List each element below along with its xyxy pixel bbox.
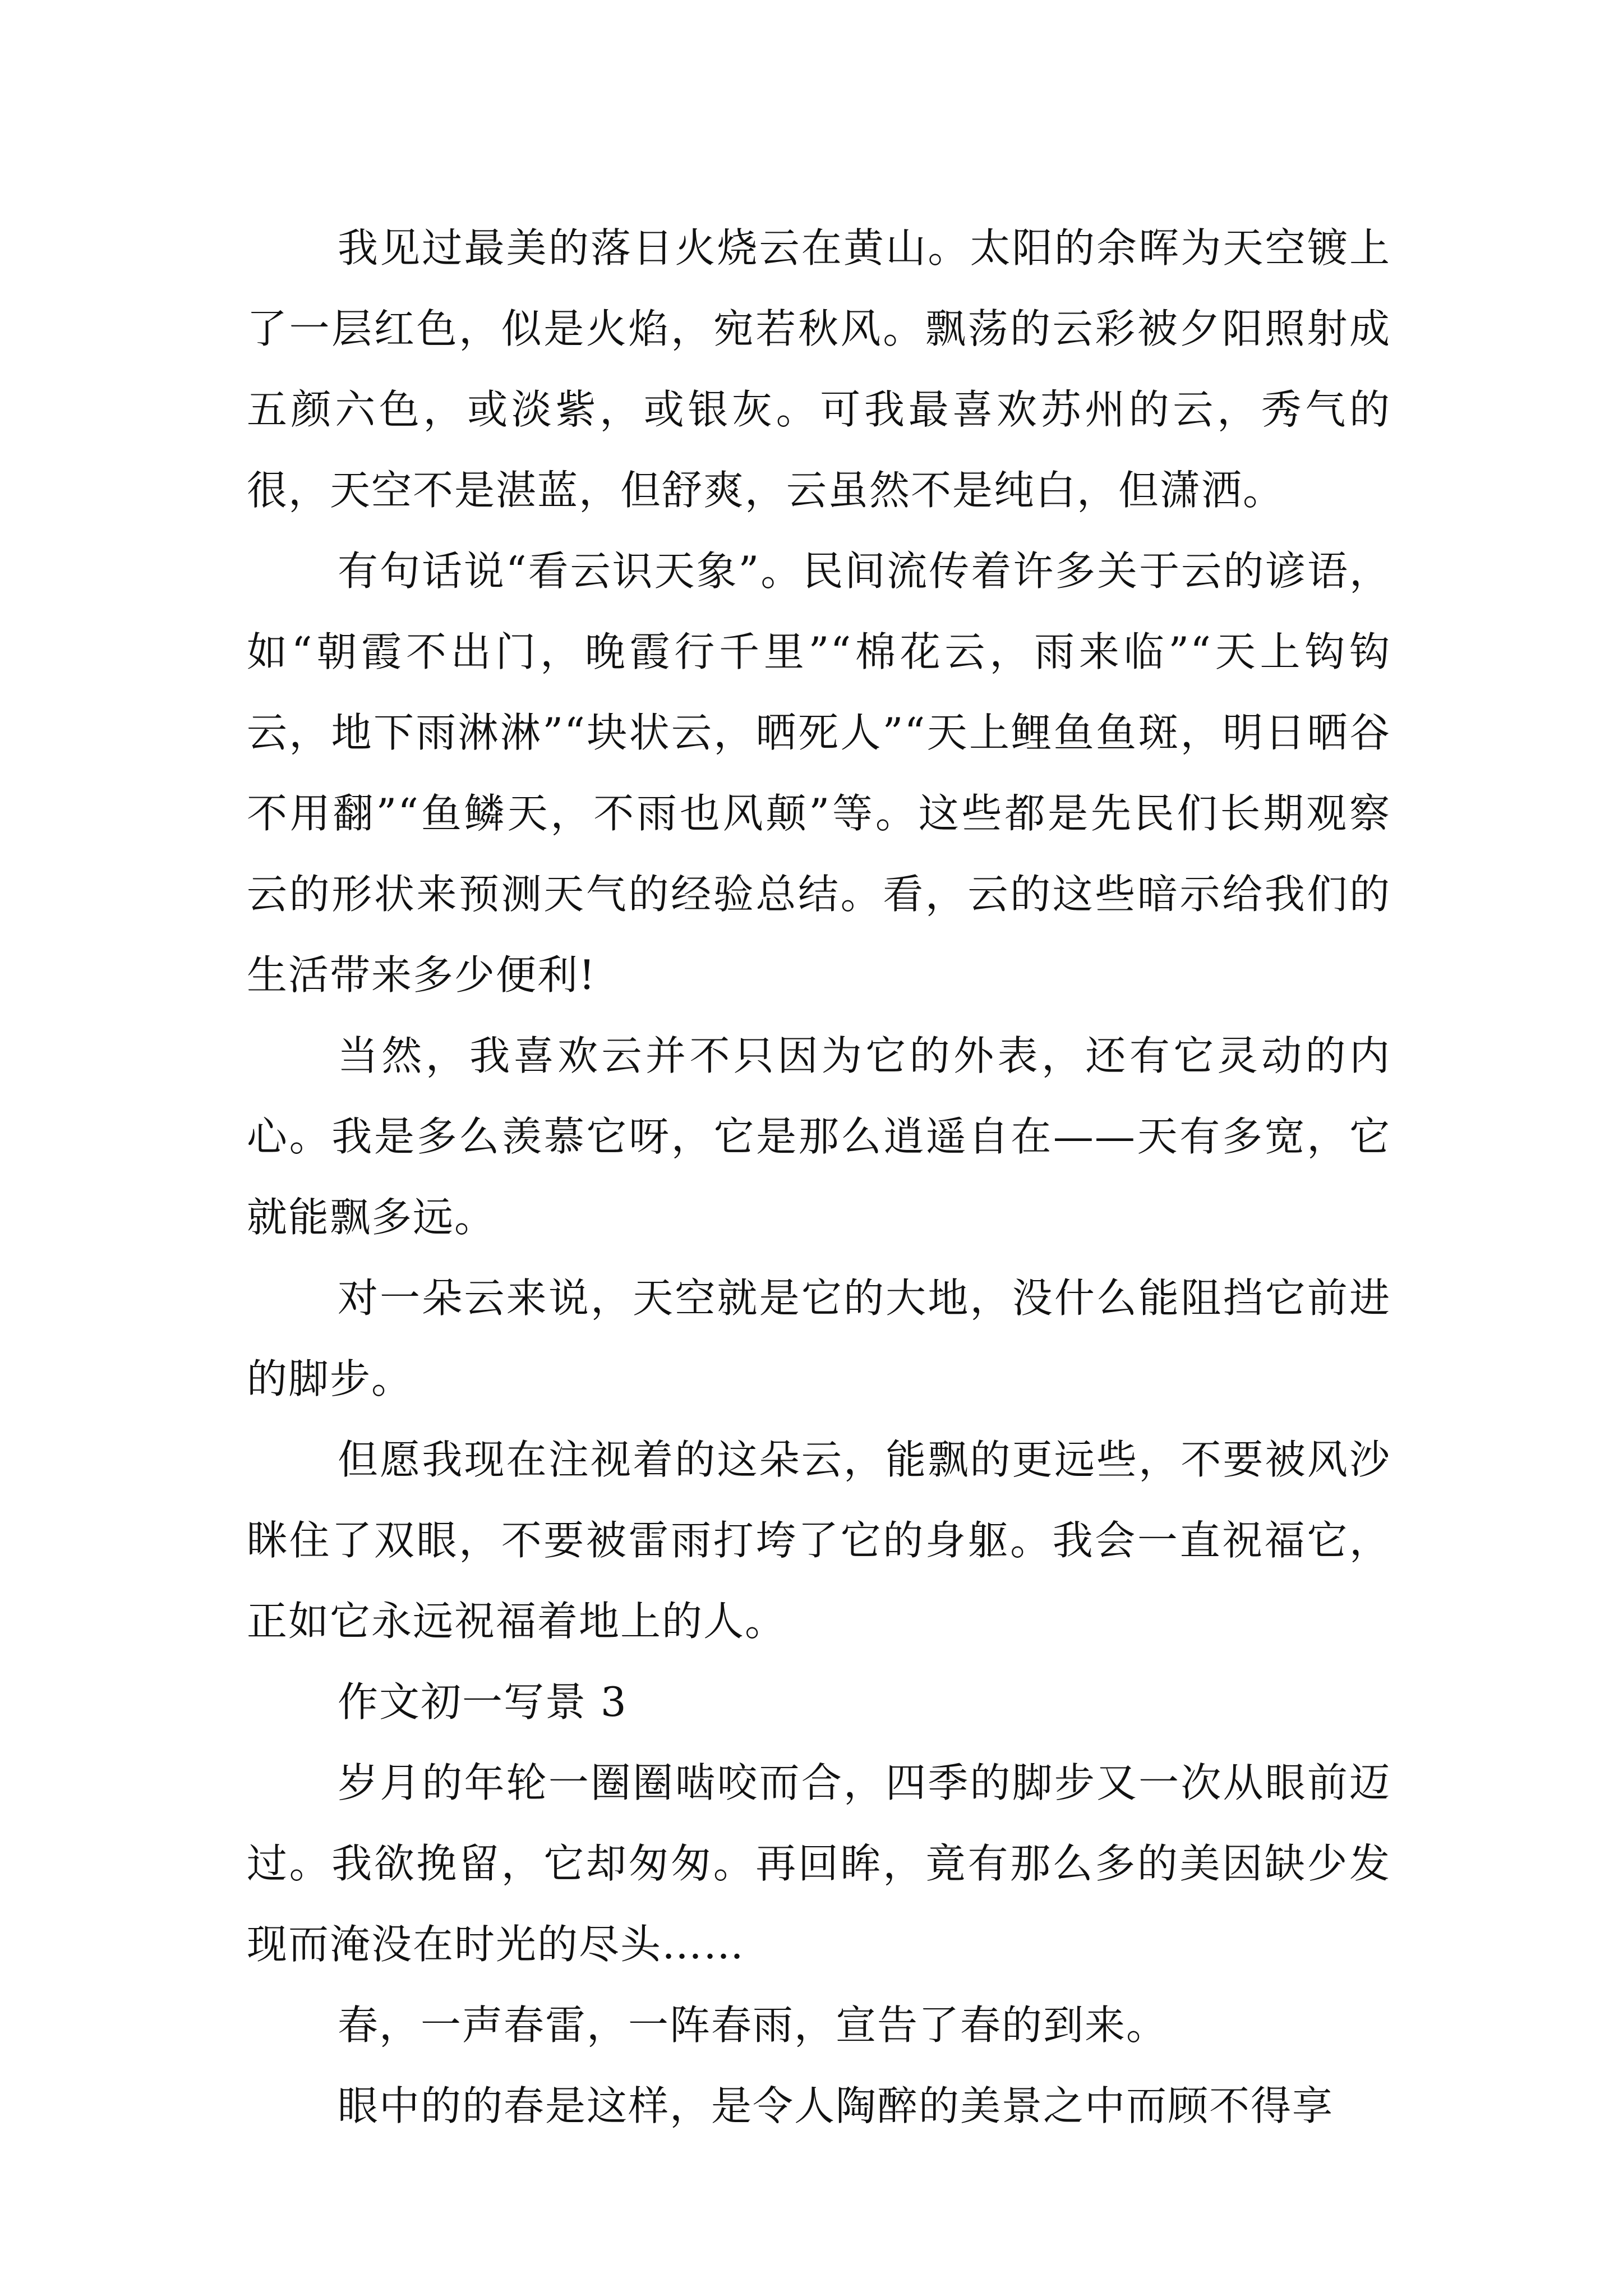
paragraph-blessing: 但愿我现在注视着的这朵云，能飘的更远些，不要被风沙眯住了双眼，不要被雷雨打垮了它的身躯。我会一直祝福它，正如它永远祝福着地上的人。 (247, 1436, 1391, 1645)
document-body (247, 208, 1391, 2146)
paragraph-sunset-clouds: 我见过最美的落日火烧云在黄山。太阳的余晖为天空镀上了一层红色，似是火焰，宛若秋风。飘荡的云彩被夕阳照射成五颜六色，或淡紫，或银灰。可我最喜欢苏州的云，秀气的很，天空不是湛蓝，但舒爽，云虽然不是纯白，但潇洒。 (247, 224, 1391, 514)
paragraph-spring-view: 眼中的的春是这样，是令人陶醉的美景之中而顾不得享 (338, 2082, 1334, 2129)
section-heading: 作文初一写景 3 (338, 1678, 628, 1726)
paragraph-seasons: 岁月的年轮一圈圈啮咬而合，四季的脚步又一次从眼前迈过。我欲挽留，它却匆匆。再回眸，竟有那么多的美因缺少发现而淹没在时光的尽头…… (247, 1759, 1391, 1968)
paragraph-cloud-spirit: 当然，我喜欢云并不只因为它的外表，还有它灵动的内心。我是多么羡慕它呀，它是那么逍遥自在——天有多宽，它就能飘多远。 (247, 1032, 1391, 1241)
paragraph-sky-as-ground: 对一朵云来说，天空就是它的大地，没什么能阻挡它前进的脚步。 (247, 1274, 1391, 1402)
paragraph-cloud-proverbs: 有句话说“看云识天象”。民间流传着许多关于云的谚语，如“朝霞不出门，晚霞行千里”“棉花云，雨来临”“天上钩钩云，地下雨淋淋”“块状云，晒死人”“天上鲤鱼鱼斑，明日晒谷不用翻”“鱼鳞天，不雨也风颠”等。这些都是先民们长期观察云的形状来预测天气的经验总结。看，云的这些暗示给我们的生活带来多少便利! (247, 547, 1391, 999)
paragraph-spring-arrival: 春，一声春雷，一阵春雨，宣告了春的到来。 (338, 2001, 1168, 2049)
